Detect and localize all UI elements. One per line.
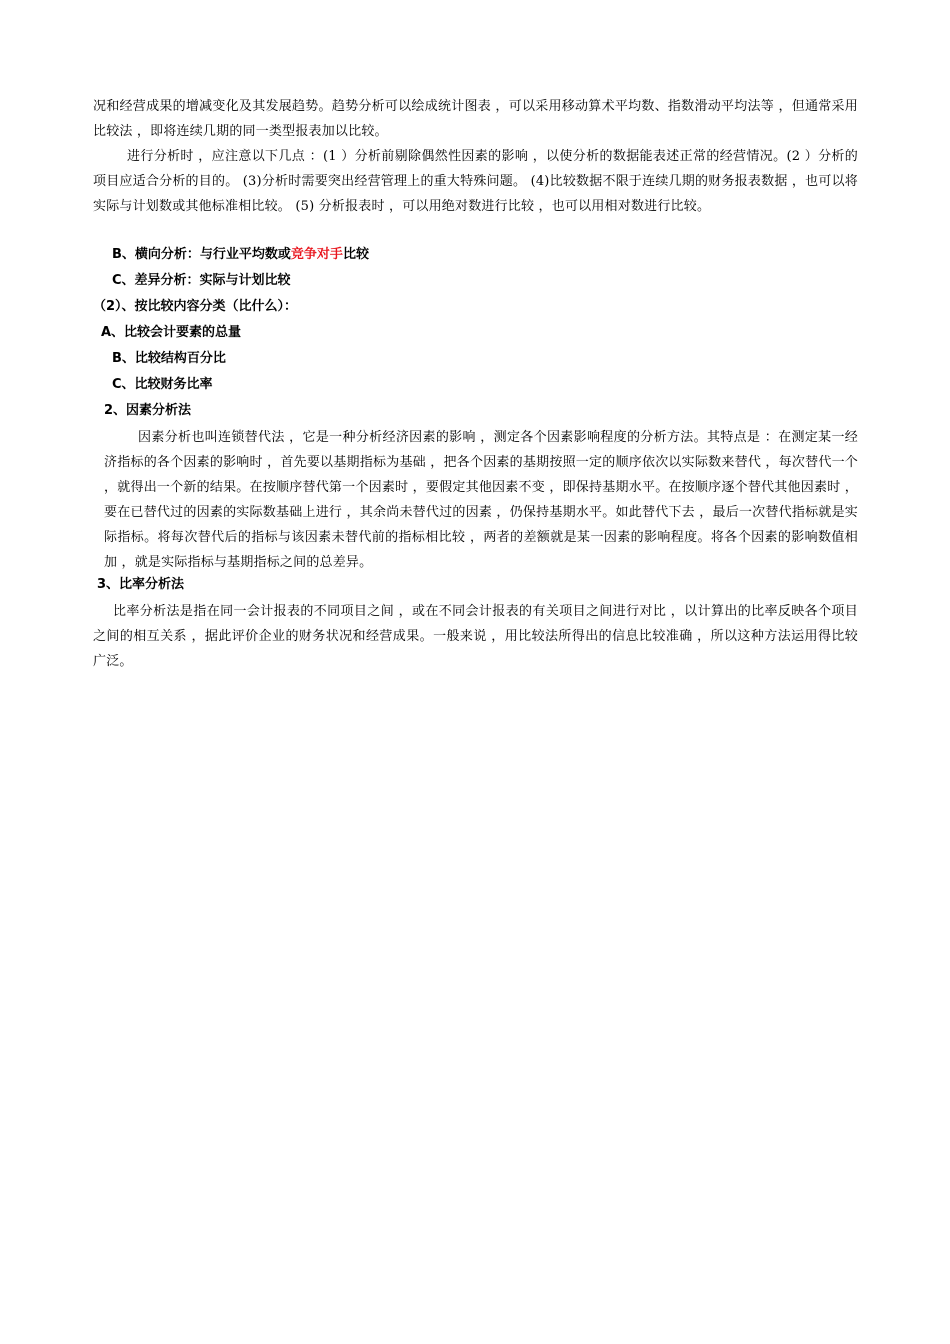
heading-horizontal-highlight: 竞争对手 — [290, 247, 343, 262]
heading-total-elements: A、比较会计要素的总量 — [101, 325, 242, 340]
heading-variance-analysis: C、差异分析：实际与计划比较 — [112, 273, 291, 288]
heading-horizontal-suffix: 比较 — [342, 247, 369, 262]
ratio-analysis-paragraph: 比率分析法是指在同一会计报表的不同项目之间 ，或在不同会计报表的有关项目之间进行对比 ，以计算出的比率反映各个项目之间的相互关系 ，据此评价企业的财务状况和经营成果。一般来说 ，用比较法所得出的信息比较准确 ，所以这种方法运用得比较广泛。 — [93, 604, 858, 669]
heading-structure-percent: B、比较结构百分比 — [112, 351, 226, 366]
trend-analysis-notes-paragraph: 进行分析时 ，应注意以下几点 ：(1 ）分析前剔除偶然性因素的影响 ，以使分析的数据能表述正常的经营情况。(2 ）分析的项目应适合分析的目的。 (3)分析时需要突出经营管理上的重大特殊问题。 (4)比较数据不限于连续几期的财务报表数据 ，也可以将实际与计划数或其他标准相比较。 (5) 分析报表时 ，可以用绝对数进行比较 ，也可以用相对数进行比较。 — [93, 149, 858, 214]
factor-analysis-paragraph: 因素分析也叫连锁替代法 ，它是一种分析经济因素的影响 ，测定各个因素影响程度的分析方法。其特点是 ：在测定某一经济指标的各个因素的影响时 ，首先要以基期指标为基础 ，把各个因素的基期按照一定的顺序依次以实际数来替代 ，每次替代一个 ，就得出一个新的结果。在按顺序替代第一个因素时 ，要假定其他因素不变 ，即保持基期水平。在按顺序逐个替代其他因素时 ，要在已替代过的因素的实际数基础上进行 ，其余尚未替代过的因素 ，仍保持基期水平。如此替代下去 ，最后一次替代指标就是实际指标。将每次替代后的指标与该因素未替代前的指标相比较 ，两者的差额就是某一因素的影响程度。将各个因素的影响数值相加 ，就是实际指标与基期指标之间的总差异。 — [104, 430, 858, 570]
heading-horizontal-analysis — [112, 242, 369, 268]
heading-horizontal-prefix: B、横向分析：与行业平均数或 — [112, 247, 291, 262]
heading-financial-ratio: C、比较财务比率 — [112, 377, 213, 392]
heading-by-content: （2）、按比较内容分类（比什么）： — [93, 299, 298, 314]
trend-analysis-paragraph: 况和经营成果的增减变化及其发展趋势。趋势分析可以绘成统计图表 ，可以采用移动算术平均数、指数滑动平均法等 ，但通常采用比较法 ，即将连续几期的同一类型报表加以比较。 — [93, 99, 858, 139]
heading-ratio-analysis: 3、比率分析法 — [97, 577, 185, 592]
heading-factor-analysis: 2、因素分析法 — [104, 403, 192, 418]
